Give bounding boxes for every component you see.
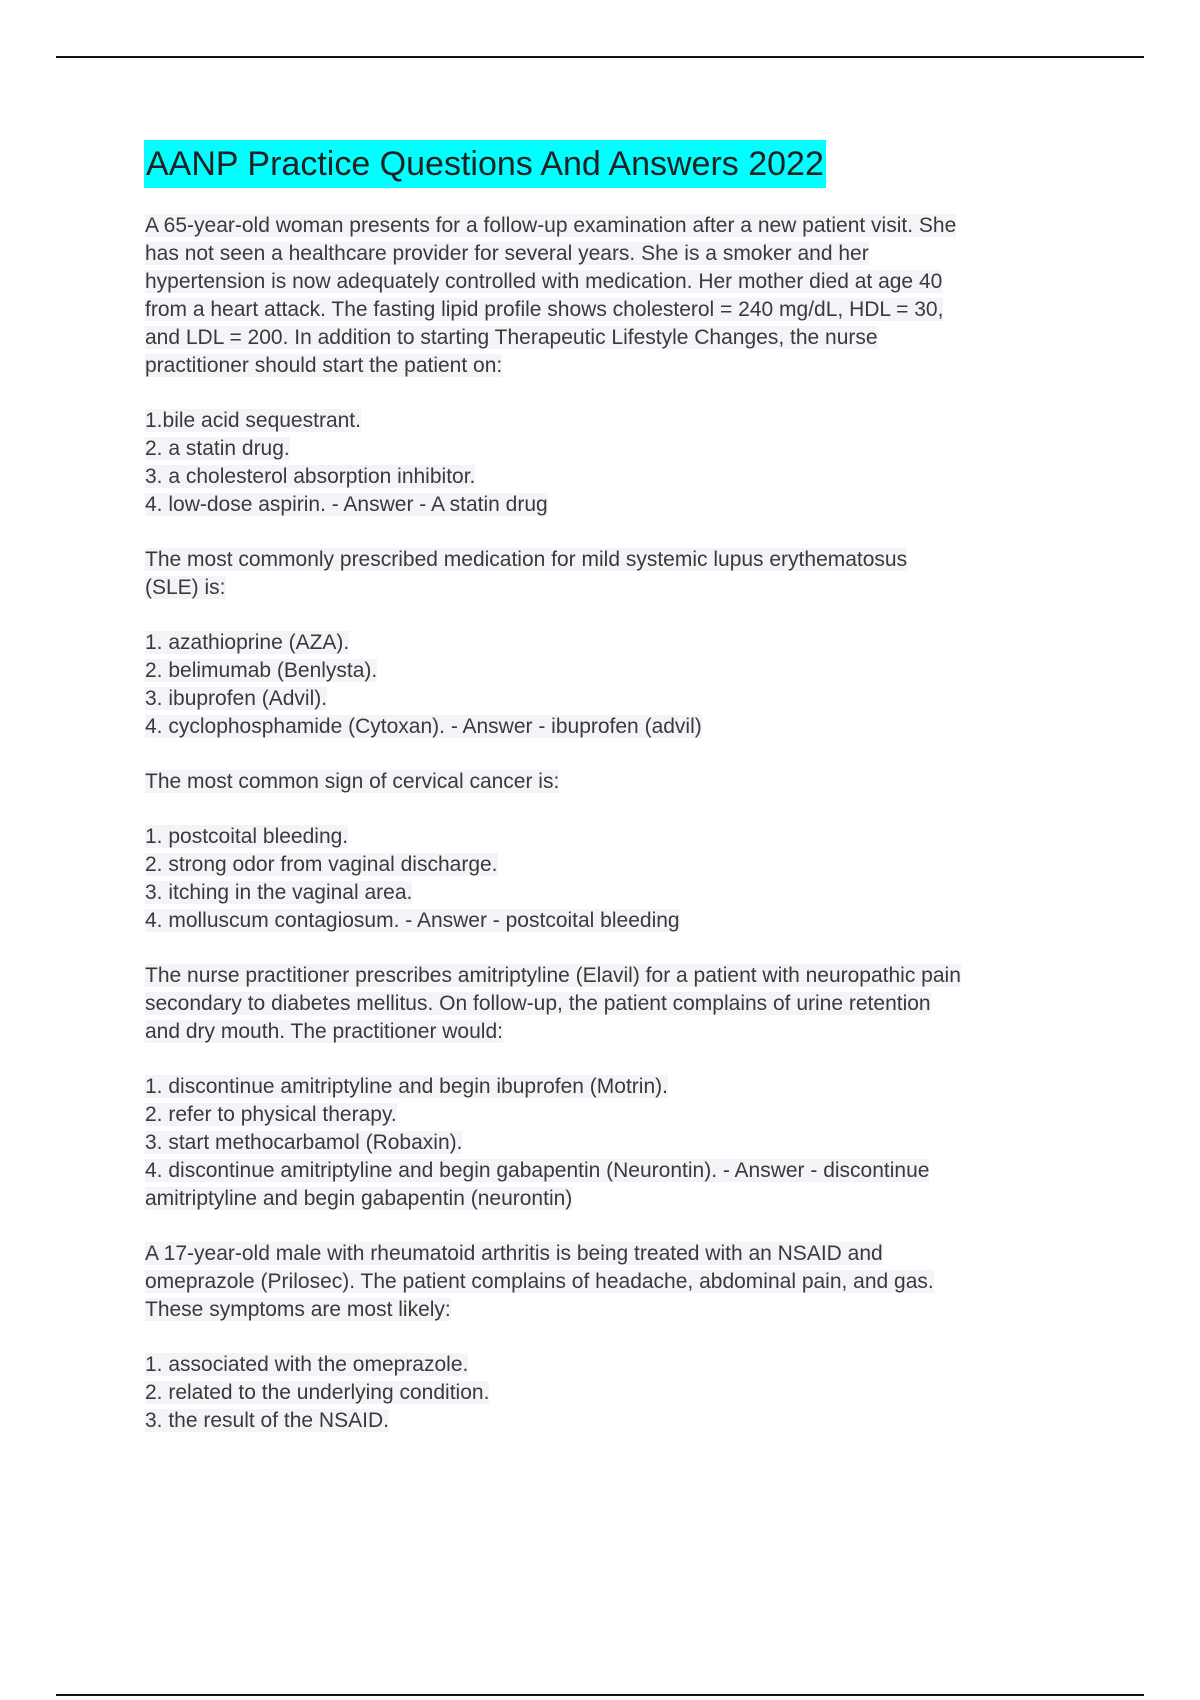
stem-line: practitioner should start the patient on: — [145, 354, 503, 377]
stem-line: from a heart attack. The fasting lipid profile shows cholesterol = 240 mg/dL, HDL = 30, — [145, 298, 944, 321]
option-line: 1. discontinue amitriptyline and begin ibuprofen (Motrin). — [145, 1075, 668, 1098]
option-line: 3. start methocarbamol (Robaxin). — [145, 1131, 463, 1154]
option-line: 4. molluscum contagiosum. - Answer - postcoital bleeding — [145, 909, 680, 932]
question-options — [145, 823, 1095, 935]
option-line: 1. postcoital bleeding. — [145, 825, 349, 848]
stem-line: and dry mouth. The practitioner would: — [145, 1020, 503, 1043]
option-line: 3. the result of the NSAID. — [145, 1409, 389, 1432]
question-options — [145, 1351, 1095, 1435]
option-line: 1. associated with the omeprazole. — [145, 1353, 469, 1376]
stem-line: The most commonly prescribed medication for mild systemic lupus erythematosus — [145, 548, 908, 571]
option-line: 1. azathioprine (AZA). — [145, 631, 350, 654]
stem-line: and LDL = 200. In addition to starting Therapeutic Lifestyle Changes, the nurse — [145, 326, 878, 349]
option-line: 2. related to the underlying condition. — [145, 1381, 490, 1404]
option-line: 3. ibuprofen (Advil). — [145, 687, 328, 710]
top-rule — [56, 56, 1144, 58]
option-line: 2. belimumab (Benlysta). — [145, 659, 378, 682]
question-stem — [145, 962, 1095, 1046]
question-stem — [145, 212, 1095, 380]
question-stem — [145, 768, 1095, 796]
stem-line: A 65-year-old woman presents for a follow-up examination after a new patient visit. She — [145, 214, 957, 237]
option-line: 2. refer to physical therapy. — [145, 1103, 397, 1126]
option-line: 2. a statin drug. — [145, 437, 290, 460]
option-line: 3. itching in the vaginal area. — [145, 881, 413, 904]
document-title: AANP Practice Questions And Answers 2022 — [144, 140, 826, 188]
question-stem — [145, 1240, 1095, 1324]
question-stem — [145, 546, 1095, 602]
question-options — [145, 407, 1095, 519]
option-line: amitriptyline and begin gabapentin (neurontin) — [145, 1187, 573, 1210]
question-options — [145, 1073, 1095, 1213]
stem-line: (SLE) is: — [145, 576, 226, 599]
option-line: 4. discontinue amitriptyline and begin gabapentin (Neurontin). - Answer - discontinue — [145, 1159, 930, 1182]
document-body — [145, 140, 1095, 1462]
question-options — [145, 629, 1095, 741]
stem-line: omeprazole (Prilosec). The patient complains of headache, abdominal pain, and gas. — [145, 1270, 934, 1293]
stem-line: hypertension is now adequately controlled with medication. Her mother died at age 40 — [145, 270, 943, 293]
stem-line: The most common sign of cervical cancer is: — [145, 770, 560, 793]
stem-line: The nurse practitioner prescribes amitriptyline (Elavil) for a patient with neuropathic pain — [145, 964, 961, 987]
option-line: 4. low-dose aspirin. - Answer - A statin drug — [145, 493, 548, 516]
stem-line: secondary to diabetes mellitus. On follow-up, the patient complains of urine retention — [145, 992, 931, 1015]
option-line: 2. strong odor from vaginal discharge. — [145, 853, 498, 876]
option-line: 4. cyclophosphamide (Cytoxan). - Answer - ibuprofen (advil) — [145, 715, 702, 738]
stem-line: has not seen a healthcare provider for several years. She is a smoker and her — [145, 242, 869, 265]
stem-line: These symptoms are most likely: — [145, 1298, 451, 1321]
bottom-rule — [56, 1694, 1144, 1696]
option-line: 3. a cholesterol absorption inhibitor. — [145, 465, 476, 488]
option-line: 1.bile acid sequestrant. — [145, 409, 361, 432]
stem-line: A 17-year-old male with rheumatoid arthritis is being treated with an NSAID and — [145, 1242, 883, 1265]
